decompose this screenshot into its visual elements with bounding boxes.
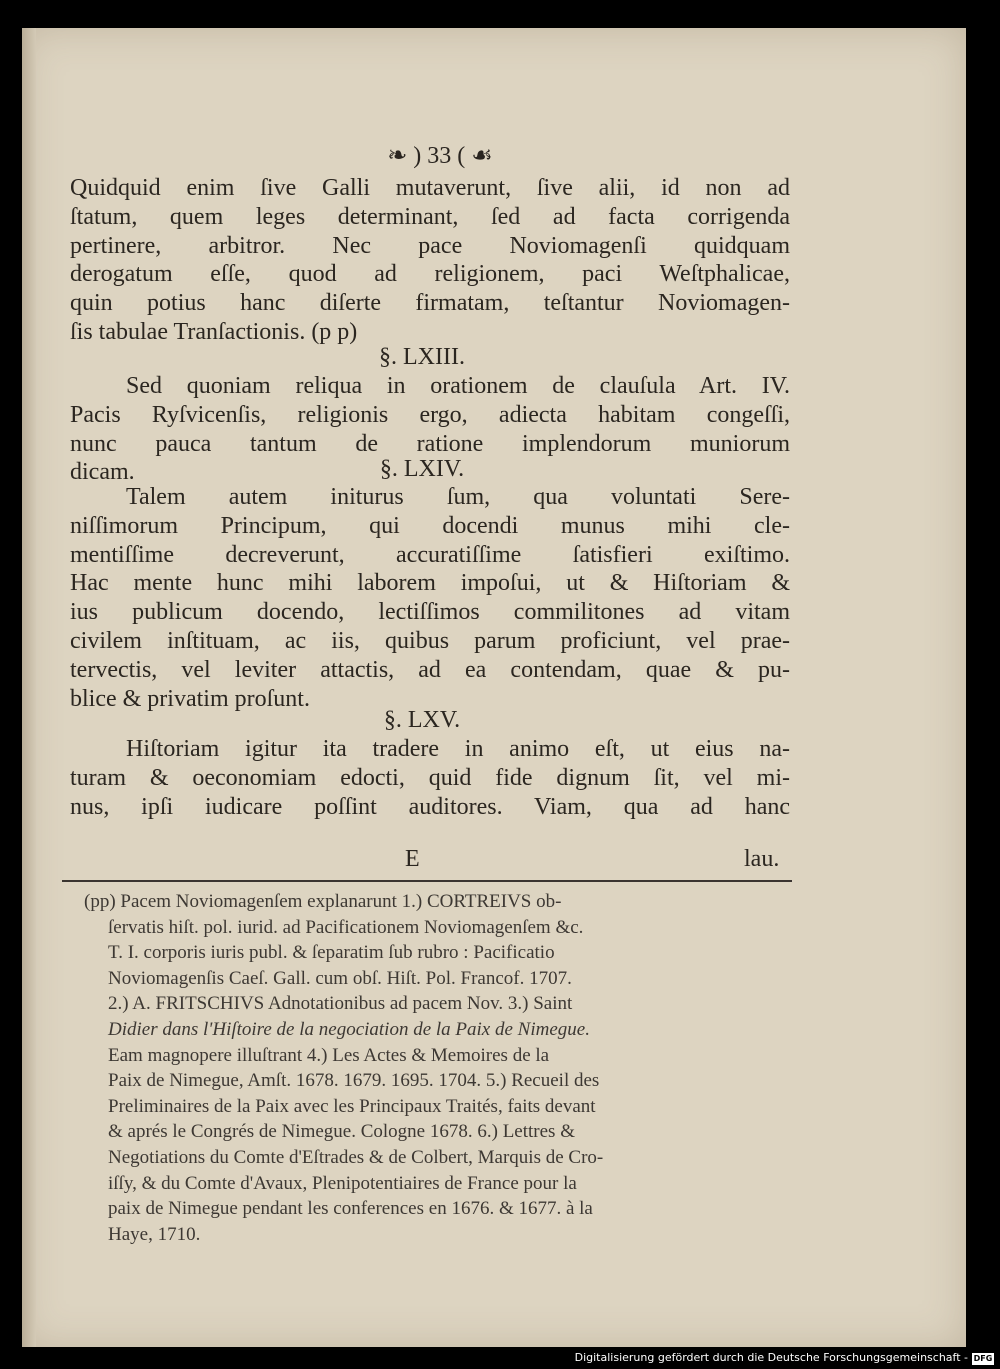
- footnote-line: T. I. corporis iuris publ. & ſeparatim ſub rubro : Pacificatio: [108, 942, 555, 964]
- section-heading-65: §. LXV.: [383, 707, 461, 733]
- body-line: derogatum eſſe, quod ad religionem, paci Weſtphalicae,: [70, 261, 790, 288]
- page-header: ❧ ) 33 ( ☙: [387, 143, 493, 169]
- body-line: ſtatum, quem leges determinant, ſed ad facta corrigenda: [70, 203, 790, 230]
- body-line: turam & oeconomiam edocti, quid fide dignum ſit, vel mi-: [70, 764, 790, 791]
- footnote-line: paix de Nimegue pendant les conferences en 1676. & 1677. à la: [108, 1198, 593, 1220]
- footnotes: [84, 889, 784, 1247]
- footnote-line: Preliminaires de la Paix avec les Principaux Traités, faits devant: [108, 1095, 596, 1117]
- dfg-logo-icon: DFG: [973, 1354, 993, 1363]
- footer-bar: [0, 1347, 1000, 1369]
- footnote-line: (pp) Pacem Noviomagenſem explanarunt 1.) CORTREIVS ob-: [84, 891, 562, 912]
- footnote-line: Eam magnopere illuſtrant 4.) Les Actes & Memoires de la: [108, 1044, 550, 1066]
- footnote-line: Didier dans l'Hiſtoire de la negociation de la Paix de Nimegue.: [108, 1018, 590, 1040]
- body-line: Quidquid enim ſive Galli mutaverunt, ſive alii, id non ad: [70, 175, 790, 201]
- page-edge: [22, 28, 36, 1348]
- footnote-line: Haye, 1710.: [108, 1223, 201, 1245]
- footnote-line: Paix de Nimegue, Amſt. 1678. 1679. 1695. 1704. 5.) Recueil des: [108, 1070, 600, 1092]
- body-line: mentiſſime decreverunt, accuratiſſime ſatisfieri exiſtimo.: [70, 541, 790, 568]
- body-paragraph: [70, 174, 790, 347]
- paragraph-64: [70, 483, 790, 713]
- footnote-line: ſervatis hiſt. pol. iurid. ad Pacificationem Noviomagenſem &c.: [108, 916, 584, 938]
- body-line: Pacis Ryſvicenſis, religionis ergo, adiecta habitam congeſſi,: [70, 401, 790, 428]
- body-line: civilem inſtituam, ac iis, quibus parum proficiunt, vel prae-: [70, 627, 790, 654]
- body-line: tervectis, vel leviter attactis, ad ea contendam, quae & pu-: [70, 656, 790, 683]
- footnote-line: Negotiations du Comte d'Eſtrades & de Colbert, Marquis de Cro-: [108, 1146, 604, 1168]
- section-heading-63: §. LXIII.: [379, 344, 465, 370]
- section-heading-64: §. LXIV.: [379, 456, 465, 482]
- footnote-rule: [62, 880, 792, 882]
- body-line: niſſimorum Principum, qui docendi munus mihi cle-: [70, 512, 790, 539]
- body-line: Hac mente hunc mihi laborem impoſui, ut & Hiſtoriam &: [70, 570, 790, 597]
- body-line: nus, ipſi iudicare poſſint auditores. Viam, qua ad hanc: [70, 793, 790, 820]
- funding-notice: Digitalisierung gefördert durch die Deutsche Forschungsgemeinschaft -: [574, 1351, 968, 1364]
- footnote-line: 2.) A. FRITSCHIVS Adnotationibus ad pacem Nov. 3.) Saint: [108, 993, 573, 1015]
- body-line: nunc pauca tantum de ratione implendorum muniorum: [70, 430, 790, 457]
- body-line: blice & privatim proſunt.: [70, 685, 310, 712]
- paragraph-65: [70, 735, 790, 821]
- body-line: dicam.: [70, 459, 135, 486]
- signature-mark: E: [405, 846, 420, 872]
- body-line: pertinere, arbitror. Nec pace Noviomagenſi quidquam: [70, 232, 790, 259]
- book-page: [22, 28, 966, 1348]
- footnote-line: Noviomagenſis Caeſ. Gall. cum obſ. Hiſt. Pol. Francof. 1707.: [108, 967, 572, 989]
- catchword: lau.: [744, 846, 780, 872]
- footnote-line: & aprés le Congrés de Nimegue. Cologne 1678. 6.) Lettres &: [108, 1121, 575, 1143]
- body-line: ſis tabulae Tranſactionis. (p p): [70, 318, 358, 345]
- footnote-line: iſſy, & du Comte d'Avaux, Plenipotentiaires de France pour la: [108, 1172, 577, 1194]
- body-line: quin potius hanc diſerte firmatam, teſtantur Noviomagen-: [70, 290, 790, 317]
- body-line: Talem autem initurus ſum, qua voluntati Sere-: [126, 484, 790, 510]
- body-line: Hiſtoriam igitur ita tradere in animo eſt, ut eius na-: [126, 736, 790, 762]
- body-line: Sed quoniam reliqua in orationem de clauſula Art. IV.: [126, 373, 790, 399]
- body-line: ius publicum docendo, lectiſſimos commilitones ad vitam: [70, 599, 790, 626]
